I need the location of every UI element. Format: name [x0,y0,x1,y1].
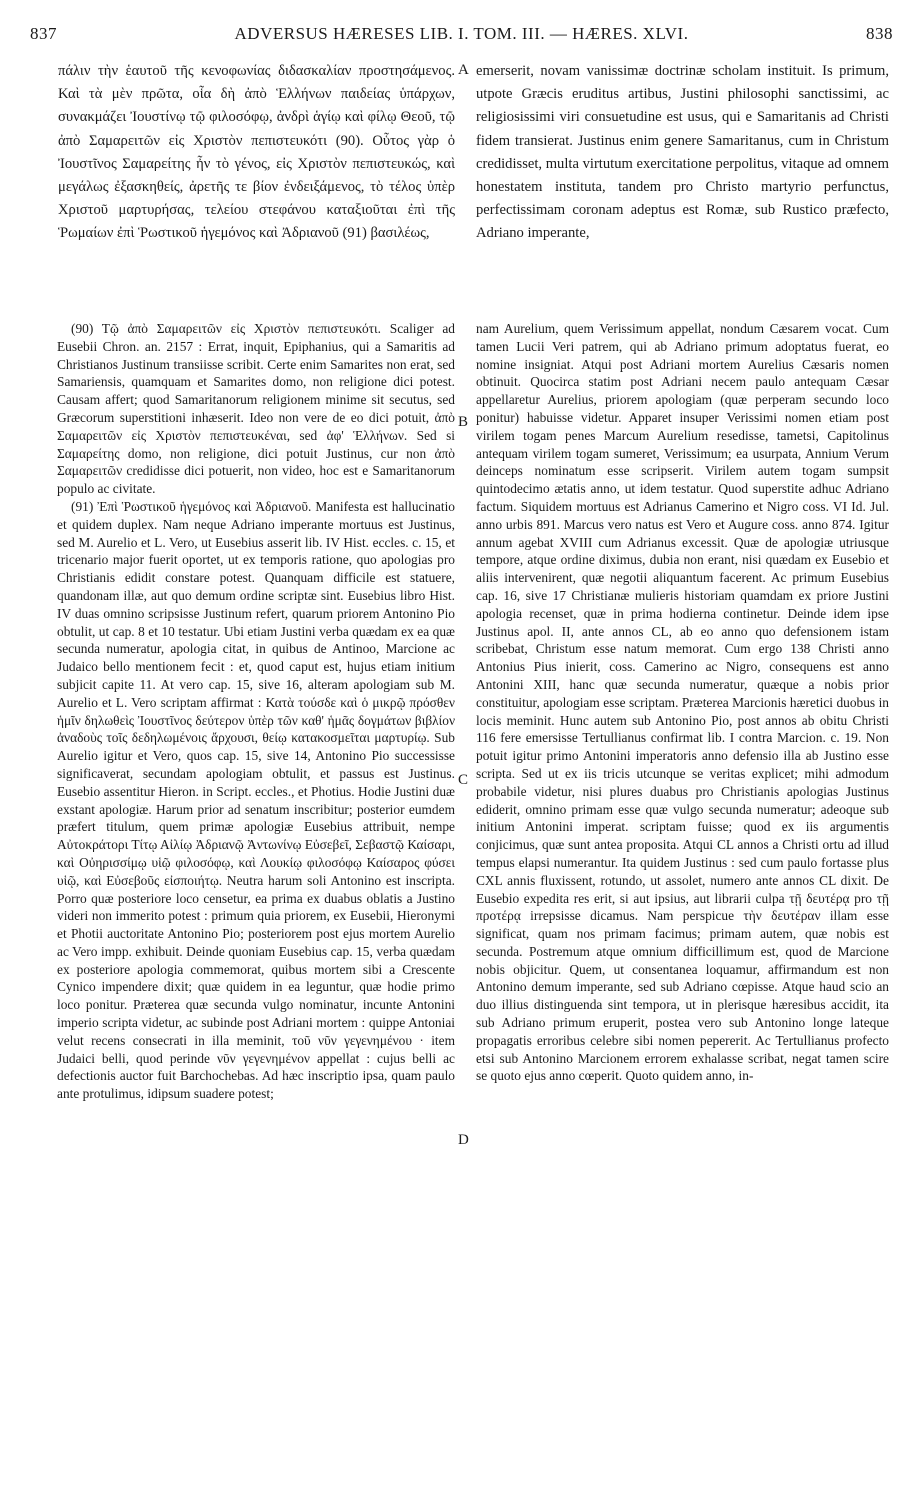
note-91: (91) Ἐπὶ Ῥωστικοῦ ἡγεμόνος καὶ Ἀδριανοῦ. Manifesta est hallucinatio et quidem duplex. Nam neque Adriano imperante mortuus est Justinus, sed M. Aurelio et L. Vero, ut Eusebius asserit lib. IV Hist. eccles. c. 15, et tricenario major fuerit oportet, ut ex temporis ratione, quo apologias pro Christianis edidit constare potest. Quanquam difficile est statuere, quandonam illæ, aut quo demum ordine scriptæ sint. Eusebius libro Hist. IV duas omnino scripsisse Justinum refert, quarum priorem Antonino Pio obtulit, ut cap. 8 et 10 testatur. Ubi etiam Justini verba quædam ex ea quæ secunda numeratur, apologia citat, in quibus de Antinoo, Marcione ac Judaico bello mentionem fecit : et, quod caput est, hujus etiam initium subjicit capite 11. At vero cap. 15, sive 16, alteram apologiam sub M. Aurelio et L. Vero scriptam affirmat : Κατὰ τούσδε καὶ ὁ μικρῷ πρόσθεν ἡμῖν δηλωθεὶς Ἰουστῖνος δεύτερον ὑπὲρ τῶν καθ' ἡμᾶς δογμάτων βιβλίον ἀναδοὺς τοῖς δεδηλωμένοις ἄρχουσι, θείῳ κατακοσμεῖται μαρτυρίῳ. Sub Aurelio igitur et Vero, quos cap. 15, sive 14, Antonino Pio successisse significaverat, secundam apologiam obtulit, et passus est Justinus. Eusebio assentitur Hieron. in Script. eccles., et Photius. Hodie Justini duæ exstant apologiæ. Harum prior ad senatum inscribitur; posterior eumdem præfert titulum, quem primæ apologiæ Eusebius attribuit, nempe Αὐτοκράτορι Τίτῳ Αἰλίῳ Ἀδριανῷ Ἀντωνίνῳ Εὐσεβεῖ, Σεβαστῷ Καίσαρι, καὶ Οὐηρισσίμῳ υἱῷ φιλοσόφῳ, καὶ Λουκίῳ φιλοσόφῳ Καίσαρος φύσει υἱῷ, καὶ Εὐσεβοῦς εἰσποιήτῳ. Neutra harum soli Antonino est inscripta. Porro quæ posteriore loco censetur, ea prima ex duabus oblatis a Justino videri non immerito potest : primum quia priorem, ex Eusebii, Hieronymi et Photii auctoritate Antonino Pio; posteriorem post ejus mortem Aurelio ac Vero impp. exhibuit. Deinde quoniam Eusebius cap. 15, verba quædam ex posteriore apologia commemorat, quibus mortem sibi a Crescente Cynico impendere dixit; quæ quidem in ea leguntur, quæ hodie primo loco ponitur. Præterea quæ secunda vulgo nominatur, incunte Antonini imperio scripta videtur, ac subinde post Adriani mortem : quippe Antoniai velut recens consecrati in illa meminit, τοῦ νῦν γεγενημένου · item Judaici belli, quod perinde νῦν γεγενημένον appellat : cujus belli ac defectionis auctor fuit Barchochebas. Ad hæc inscriptio ipsa, quam paulo ante protulimus, idipsum suadere potest; [57,498,455,1102]
running-header [30,12,893,42]
latin-text-column: emerserit, novam vanissimæ doctrinæ scholam instituit. Is primum, utpote Græcis eruditus artibus, Justini philosophi sanctissimi, ac religiosissimi viri consuetudine est usus, qui e Samaritanis ad Christi fidem transierat. Justinus enim genere Samaritanus, cum in Christum credidisset, multa virtutum exercitatione perpolitus, vitaque ad omnem honestatem instituta, tandem pro Christo martyrio perfunctus, perfectissimam coronam adeptus est Romæ, sub Rustico præfecto, Adriano imperante, [476,63,889,242]
greek-text-column: πάλιν τὴν ἑαυτοῦ τῆς κενοφωνίας διδασκαλίαν προστησάμενος. Καὶ τὰ μὲν πρῶτα, οἷα δὴ ἀπὸ Ἑλλήνων παιδείας ὑπάρχων, συνακμάζει Ἰουστίνῳ τῷ φιλοσόφῳ, ἀνδρὶ ἁγίῳ καὶ φίλῳ Θεοῦ, τῷ ἀπὸ Σαμαρειτῶν εἰς Χριστὸν πεπιστευκότι (90). Οὗτος γὰρ ὁ Ἰουστῖνος Σαμαρείτης ἦν τὸ γένος, εἰς Χριστὸν πεπιστευκώς, καὶ μεγάλως ἐξασκηθείς, ἀρετῆς τε βίον ἐνδειξάμενος, τὸ τέλος ὑπὲρ Χριστοῦ μαρτυρήσας, τελείου στεφάνου καταξιοῦται ἐπὶ τῆς Ῥωμαίων ἐπὶ Ῥωστικοῦ ἡγεμόνος καὶ Ἀδριανοῦ (91) βασιλέως, [58,63,455,242]
page-number-left: 837 [30,24,57,43]
notes-column-right [476,320,889,1085]
running-title: ADVERSUS HÆRESES LIB. I. TOM. III. — HÆRES. XLVI. [234,24,689,43]
margin-marker-b: B [458,414,469,430]
margin-marker-a: A [458,62,469,78]
margin-marker-c: C [458,772,469,788]
note-91-continued: nam Aurelium, quem Verissimum appellat, nondum Cæsarem vocat. Cum tamen Lucii Veri patrem, qui ab Adriano primum adoptatus fuerat, eo nomine insigniat. Atqui post Adriani mortem Aurelius Cæsaris nomen obtinuit. Quocirca statim post Adriani necem paulo antequam Cæsar appellaretur Aurelius, priorem apologiam (quæ perperam secundo loco ponitur) habuisse videtur. Apparet insuper Verissimi nomen etiam post virilem togam penes Marcum Aurelium resedisse, tametsi, Capitolinus antequam virilem togam sumeret, Verissimum; ea usurpata, Annium Verum deinceps nominatum esse scripserit. Virilem autem togam sumpsit quintodecimo ætatis anno, ut idem testatur. Quod superstite adhuc Adriano factum. Siquidem mortuus est Adrianus Camerino et Nigro coss. VI Id. Jul. anno urbis 891. Marcus vero natus est Vero et Augure coss. anno 874. Igitur annum agebat XVIII cum Adrianus excessit. Quæ de apologiæ utriusque tempore, atque ordine diximus, dubia non erant, nisi quædam ex Eusebio et aliis intervenirent, quæ negotii aliquantum facerent. Ac primum Eusebius cap. 16, sive 17 Christianæ mulieris historiam quamdam ex priore Justini apologia recenset, quæ in prima hodierna continetur. Deinde idem ipse Justinus apol. II, ante annos CL, ab eo anno quo defensionem istam scribebat, Christum esse natum memorat. Cum ergo 138 Christi anno Antonius Pius inierit, coss. Camerino ac Nigro, consequens est anno Antonini XIII, hanc quæ secunda numeratur, quæque a nobis prior constituitur, apologiam esse scriptam. Præterea Marcionis hæretici duobus in locis meminit. Hunc autem sub Antonino Pio, post annos ab obitu Christi 116 fere emersisse Tertullianus confirmat lib. I contra Marcion. c. 19. Non potuit igitur primo Antonini imperatoris anno defensio illa ab Justino esse scripta. Sed ut ex iis tricis utcunque se veritas explicet; mihi admodum probabile videtur, nisi plures duabus pro Christianis apologias Justinus ediderit, omnino primam esse quæ vulgo secunda numeratur; adeoque sub initium Antonini imperat. scriptam fuisse; quod ex iis argumentis conjicimus, quæ sunt antea proposita. Atqui CL annos a Christi ortu ad illud tempus elapsi numerantur. Ita quidem Justinus : sed cum paulo fortasse plus CXL annis fluxissent, rotundo, ut assolet, numero ante annos CL dixit. De Eusebio expedita res erit, si aut ipsius, aut librarii culpa τῇ δευτέρᾳ pro τῇ προτέρᾳ irrepsisse dicamus. Nam perspicue τὴν δευτέραν illam esse significat, quam nos primam facimus; primam autem, quæ nobis est secunda. Postremum atque omnium difficillimum est, quod de Marcione nobis objicitur. Quem, ut consentanea loquamur, affirmandum est non Antonino demum imperante, sed sub Adriano cœpisse. Atque haud scio an duo illius distinguenda sint tempora, ut in plerisque hæresibus accidit, ita sub Adriano primum eruperit, postea vero sub Antonino longe lateque propagatis erroribus celebre sibi nomen pepererit. Ac Tertullianus profecto etsi sub Antonino Marcionem errorem exhalasse scribat, negat tamen scire se quoto ejus anno cœperit. Quoto quidem anno, in- [476,321,889,1084]
page-number-right: 838 [866,24,893,43]
note-90: (90) Τῷ ἀπὸ Σαμαρειτῶν εἰς Χριστὸν πεπιστευκότι. Scaliger ad Eusebii Chron. an. 2157 : Errat, inquit, Epiphanius, qui a Samaritis ad Christianos Justinum transiisse scribit. Certe enim Samarites non erat, sed Samariensis, quamquam et Samarites domo, non religione dici potest. Causam affert; quod Samaritanorum religionem minime sit secutus, sed Græcorum superstitioni inhæserit. Ideo non vere de eo dici potuit, ἀπὸ Σαμαρειτῶν εἰς Χριστὸν πεπιστευκέναι, sed ἀφ' Ἑλλήνων. Sed si Σαμαρείτης domo, non religione, dici potuit Justinus, cur non ἀπὸ Σαμαρειτῶν credidisse dici potuerit, non video, hoc est e Samaritanorum populo ac civitate. [57,321,455,497]
margin-marker-d: D [458,1132,469,1148]
notes-column-left [57,320,455,1103]
